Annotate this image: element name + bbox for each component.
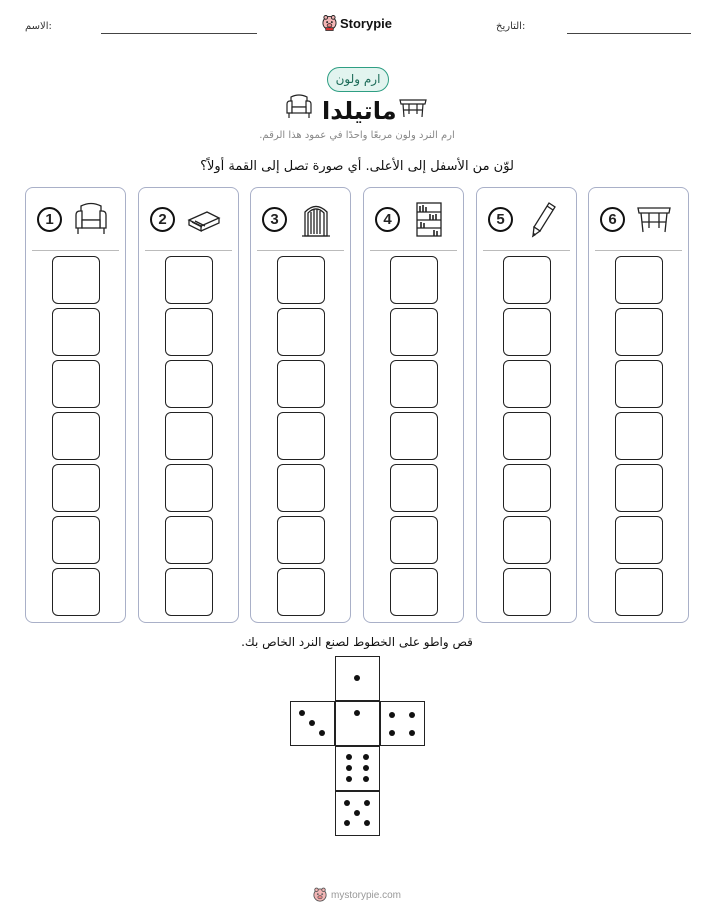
color-square[interactable] [615,360,663,408]
race-column-3 [250,187,351,623]
die-face-1 [335,656,380,701]
armchair-icon [72,200,110,242]
column-divider [370,250,457,251]
color-square[interactable] [390,308,438,356]
date-line[interactable] [567,33,691,34]
color-square[interactable] [277,308,325,356]
column-divider [483,250,570,251]
color-square[interactable] [52,568,100,616]
pencil-icon [523,200,561,242]
die-face-1-center [335,701,380,746]
race-column-2 [138,187,239,623]
bookshelf-icon [410,200,448,242]
color-square[interactable] [390,412,438,460]
column-number: 1 [37,207,62,232]
brand-name: Storypie [339,15,392,31]
race-column-4 [363,187,464,623]
brand-logo [322,12,392,34]
color-square[interactable] [165,360,213,408]
die-face-4 [380,701,425,746]
color-square[interactable] [390,464,438,512]
color-square[interactable] [390,568,438,616]
name-label: الاسم: [25,21,52,32]
color-square[interactable] [165,568,213,616]
die-face-5 [335,791,380,836]
color-square[interactable] [277,464,325,512]
color-square[interactable] [52,412,100,460]
color-square[interactable] [165,516,213,564]
race-column-5 [476,187,577,623]
stool-icon [398,95,428,125]
race-column-1 [25,187,126,623]
color-square[interactable] [277,568,325,616]
color-square[interactable] [52,516,100,564]
column-divider [595,250,682,251]
column-divider [145,250,232,251]
die-face-6 [335,746,380,791]
pig-mascot-icon [313,887,327,903]
color-square[interactable] [503,516,551,564]
color-square[interactable] [615,516,663,564]
color-square[interactable] [52,308,100,356]
stool-icon [635,200,673,242]
color-square[interactable] [615,308,663,356]
color-square[interactable] [52,360,100,408]
name-line[interactable] [101,33,257,34]
color-square[interactable] [503,256,551,304]
column-number: 2 [150,207,175,232]
color-square[interactable] [277,516,325,564]
footer-site[interactable]: mystorypie.com [330,889,401,901]
color-square[interactable] [503,360,551,408]
color-square[interactable] [277,360,325,408]
color-square[interactable] [615,464,663,512]
activity-badge: ارم ولون [327,67,389,92]
color-square[interactable] [503,308,551,356]
color-square[interactable] [165,412,213,460]
date-label: التاريخ: [496,21,526,32]
column-number: 4 [375,207,400,232]
activity-question: لوّن من الأسفل إلى الأعلى. أي صورة تصل إلى القمة أولاً؟ [200,159,514,174]
color-square[interactable] [165,464,213,512]
column-divider [32,250,119,251]
color-square[interactable] [615,568,663,616]
color-square[interactable] [503,568,551,616]
page-title: ماتيلدا [322,97,397,125]
dice-instruction: قص واطو على الخطوط لصنع النرد الخاص بك. [241,635,473,649]
door-icon [297,200,335,242]
book-icon [185,200,223,242]
armchair-icon [284,93,314,125]
column-number: 3 [262,207,287,232]
color-square[interactable] [390,256,438,304]
footer [0,885,714,905]
color-square[interactable] [503,464,551,512]
color-square[interactable] [277,412,325,460]
color-square[interactable] [165,256,213,304]
column-number: 5 [488,207,513,232]
color-square[interactable] [52,464,100,512]
color-square[interactable] [390,516,438,564]
color-square[interactable] [277,256,325,304]
color-square[interactable] [52,256,100,304]
pig-mascot-icon [322,14,337,32]
race-column-6 [588,187,689,623]
color-square[interactable] [390,360,438,408]
color-square[interactable] [615,412,663,460]
color-square[interactable] [165,308,213,356]
activity-subtitle: ارم النرد ولون مربعًا واحدًا في عمود هذا الرقم. [259,130,455,141]
column-divider [257,250,344,251]
color-square[interactable] [503,412,551,460]
color-square[interactable] [615,256,663,304]
die-face-3 [290,701,335,746]
column-number: 6 [600,207,625,232]
